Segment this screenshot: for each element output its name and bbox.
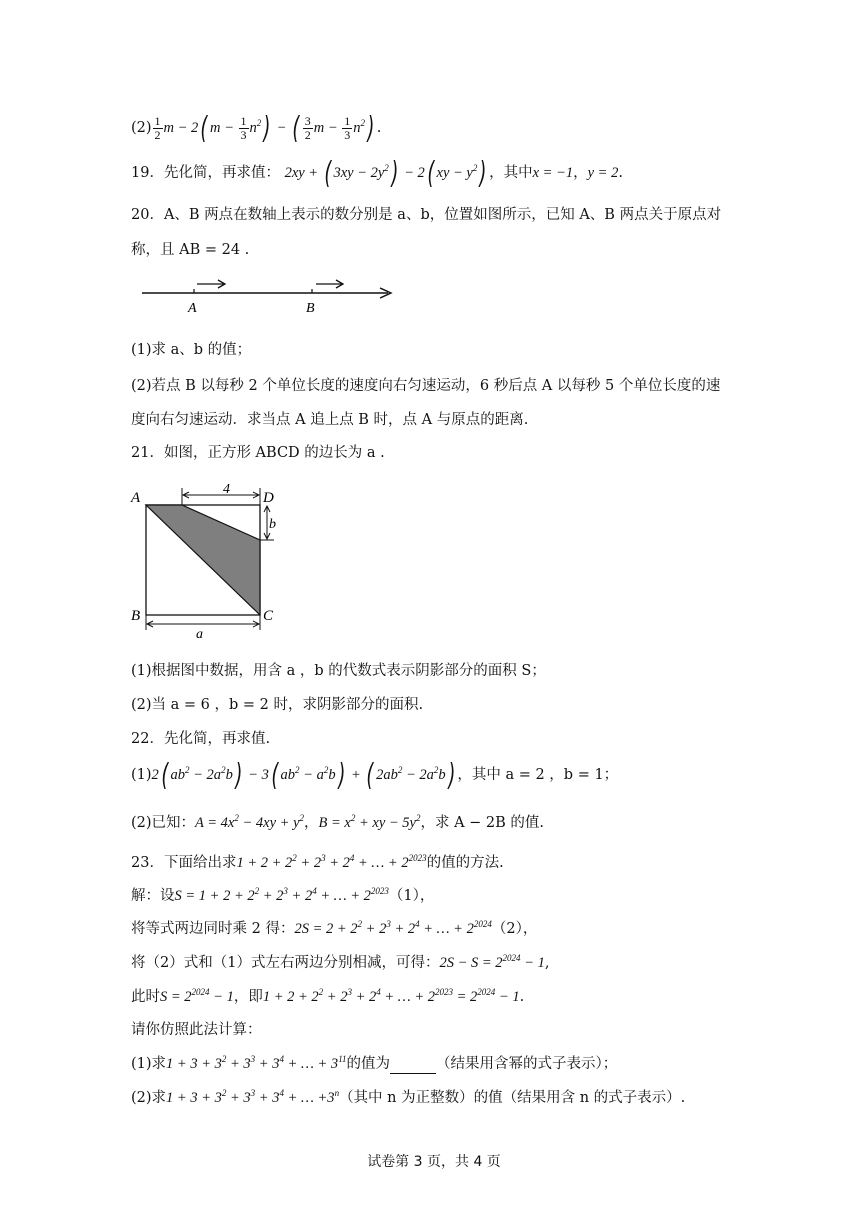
q18-part2 [131,110,382,146]
q23-step1-post: （1）， [388,888,435,904]
q23-part2 [131,1088,685,1108]
label-a: A [188,301,197,316]
q23-intro: 23．下面给出求 [131,855,237,871]
q23-part1-post: 的值为 [346,1056,391,1072]
q23-step4: 此时$S = 2^{2024} - 1$，即$1 + 2 + 2^2 + 2^3 + 2^4$ + … + $2^{2023} = 2^{2024} - 1$. [131,987,525,1005]
q23-step1 [131,886,434,906]
q22-part1-condition: ，其中 a = 2 ，b = 1； [457,767,619,783]
q23-step4-pre: 此时 [131,989,160,1005]
label-vertex-d: D [263,490,274,506]
q18-period: . [376,119,382,136]
q23-intro-tail: 的值的方法. [426,855,504,871]
q18-part2-label: (2) [131,119,152,136]
q22-part1 [131,757,619,793]
q23-step1-expression: $S = 1 + 2 + 2^2 + 2^3 + 2^4$ + … + $2^{2023}$ [174,886,389,904]
q19-condition: ，其中 [489,165,533,181]
shaded-region [146,505,260,615]
q23-step4-s: $S = 2^{2024} - 1$ [160,987,234,1005]
q23-part2-post: （其中 n 为正整数）的值（结果用含 n 的式子表示）. [339,1090,686,1106]
q20-part2-line1: (2)若点 B 以每秒 2 个单位长度的速度向右匀速运动，6 秒后点 A 以每秒 5 个单位长度的速 [131,378,721,394]
q23-step3: 将（2）式和（1）式左右两边分别相减，可得：$2S - S = 2^{2024} - 1$, [131,953,550,971]
q22-line1: 22．先化简，再求值. [131,731,271,747]
q23-step2-expression: $2S = 2 + 2^2 + 2^3 + 2^4$ + … + $2^{2024}$ [294,919,492,937]
square-diagram [126,478,286,642]
label-vertex-c: C [263,608,274,624]
answer-blank[interactable] [390,1059,436,1074]
q23-part1-pre: (1)求 [131,1056,167,1072]
q22-part2-label: (2)已知： [131,815,196,831]
q22-part2: (2)已知：$A = 4x^2 - 4xy + y^2$，$B = x^2$ + xy − $5y^2$，求 A − 2B 的值. [131,813,545,831]
q21-part2: (2)当 a = 6 ，b = 2 时，求阴影部分的面积. [131,697,424,713]
q23-line1 [131,853,504,873]
q22-part1-label: (1) [131,767,152,783]
q23-step5: 请你仿照此法计算： [131,1022,262,1038]
q20-line1: 20．A、B 两点在数轴上表示的数分别是 a、b，位置如图所示，已知 A、B 两点关于原点对 [131,207,722,223]
q22-part2-tail: ，求 A − 2B 的值. [420,815,545,831]
q20-line2: 称，且 AB = 24 . [131,242,250,258]
q19 [131,155,623,191]
q22-part2-a: $A = 4x^2 - 4xy + y^2$ [195,813,305,831]
label-4: 4 [223,482,230,497]
label-vertex-a: A [131,490,141,506]
label-a-bottom: a [196,627,203,642]
q21-line1: 21．如图，正方形 ABCD 的边长为 a . [131,445,385,461]
q23-step4-mid: ，即 [233,989,263,1005]
q23-step4-result: $1 + 2 + 2^2 + 2^3 + 2^4$ + … + $2^{2023} = 2^{2024} - 1$ [262,987,520,1005]
q23-step3-pre: 将（2）式和（1）式左右两边分别相减，可得： [131,955,440,971]
label-b-side: b [269,517,276,532]
number-line-diagram [140,276,400,320]
q23-step3-expression: $2S - S = 2^{2024} - 1$ [439,953,545,971]
q23-part1-tail: （结果用含幂的式子表示）； [436,1056,618,1072]
q23-part2-expression: $1 + 3 + 3^2 + 3^3 + 3^4$ + … $+3^n$ [166,1088,340,1106]
page-footer: 试卷第 3 页，共 4 页 [367,1154,501,1170]
q19-expression: 2xy + ( $3xy - 2y^2) - 2$( xy − $y^2$) [284,155,487,191]
q21-part1: (1)根据图中数据，用含 a ，b 的代数式表示阴影部分的面积 S； [131,663,546,679]
q23-step2-pre: 将等式两边同时乘 2 得： [131,921,295,937]
q23-part1 [131,1054,617,1074]
q20-part1: (1)求 a、b 的值； [131,342,252,358]
label-vertex-b: B [131,608,141,624]
label-b: B [306,301,315,316]
q19-end: . [618,165,623,181]
q19-y-value: y = 2 [587,165,619,181]
q23-step2-post: （2）， [491,921,538,937]
q22-part1-expression: 2( $ab^2 - 2a^2b) - 3$( $ab^2 - a^2b$) + ( $2ab^2 - 2a^2b$) [151,757,455,793]
q19-number: 19． [131,165,164,181]
q19-x-value: x = −1 [532,165,574,181]
q19-separator: ， [573,165,588,181]
q23-part1-expression: $1 + 3 + 3^2 + 3^3 + 3^4$ + … + $3^{11}$ [166,1054,347,1072]
q23-step1-pre: 解：设 [131,888,175,904]
q20-part2-line2: 度向右匀速运动．求当点 A 追上点 B 时，点 A 与原点的距离. [131,412,529,428]
q22-part2-b: $B = x^2$ + xy − $5y^2$ [318,813,421,831]
q23-step2 [131,919,537,939]
q23-part2-pre: (2)求 [131,1090,167,1106]
q23-sum-expression: $1 + 2 + 2^2 + 2^3 + 2^4$ + … + $2^{2023}$ [236,853,427,871]
q19-text: 先化简，再求值： [163,165,280,181]
q18-expression: $\frac{1}{2}$ m − 2( m − $\frac{1}{3}$ $n^2$) − ( $\frac{3}{2}$ m − $\frac{1}{3}$ $n^2$) [154,110,375,146]
